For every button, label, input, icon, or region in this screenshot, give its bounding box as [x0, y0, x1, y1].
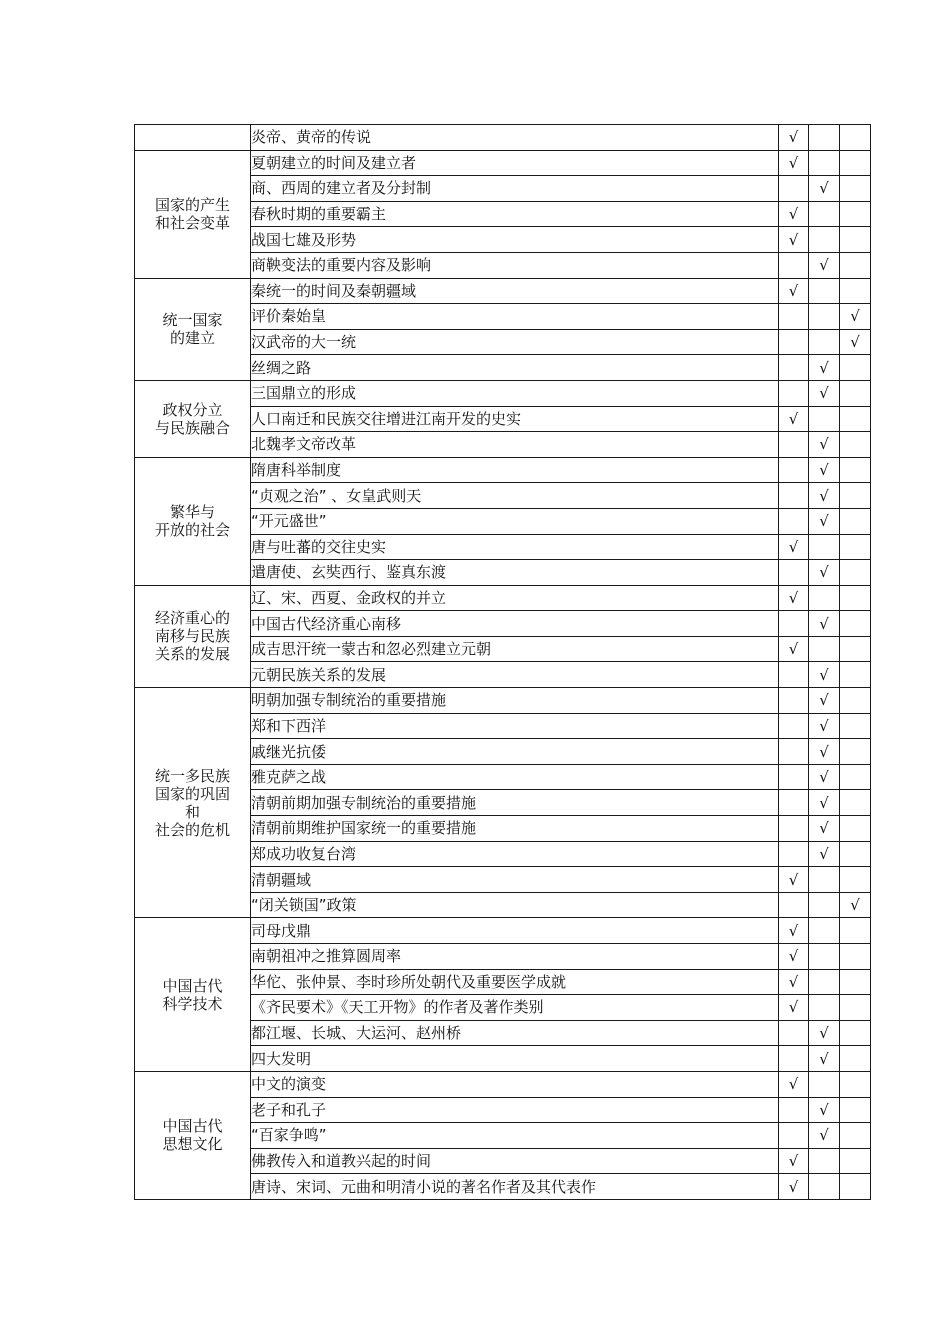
level-3-cell — [840, 125, 871, 151]
topic-cell: 郑成功收复台湾 — [251, 841, 779, 867]
table-row — [135, 150, 871, 176]
level-2-cell — [809, 1097, 840, 1123]
check-mark: √ — [788, 537, 799, 556]
unit-name-line: 关系的发展 — [154, 645, 230, 664]
table-row — [135, 457, 871, 483]
topic-cell: 明朝加强专制统治的重要措施 — [251, 688, 779, 714]
check-mark: √ — [788, 205, 799, 224]
level-3-cell — [840, 406, 871, 432]
check-mark: √ — [819, 1100, 829, 1119]
level-3-cell — [840, 713, 871, 739]
level-1-cell — [779, 611, 809, 637]
check-mark: √ — [819, 358, 829, 377]
unit-name-cell — [135, 918, 251, 1072]
topic-cell: 元朝民族关系的发展 — [251, 662, 779, 688]
level-3-cell — [840, 1046, 871, 1072]
level-1-cell — [779, 1046, 809, 1072]
topic-cell: 评价秦始皇 — [251, 304, 779, 330]
level-1-cell — [779, 969, 809, 995]
level-2-cell — [809, 278, 840, 304]
check-mark: √ — [819, 512, 829, 531]
level-2-cell — [809, 227, 840, 253]
level-3-cell — [840, 252, 871, 278]
level-1-cell — [779, 432, 809, 458]
level-2-cell — [809, 150, 840, 176]
level-2-cell — [809, 201, 840, 227]
level-2-cell — [809, 457, 840, 483]
level-2-cell — [809, 355, 840, 381]
topic-cell: 清朝前期维护国家统一的重要措施 — [251, 816, 779, 842]
topic-cell: 唐诗、宋词、元曲和明清小说的著名作者及其代表作 — [251, 1174, 779, 1200]
topic-cell: 隋唐科举制度 — [251, 457, 779, 483]
level-1-cell — [779, 995, 809, 1021]
check-mark: √ — [819, 486, 829, 505]
topic-cell: 辽、宋、西夏、金政权的并立 — [251, 585, 779, 611]
level-3-cell — [840, 355, 871, 381]
level-2-cell — [809, 483, 840, 509]
level-3-cell — [840, 636, 871, 662]
level-2-cell — [809, 508, 840, 534]
level-2-cell — [809, 892, 840, 918]
check-mark: √ — [788, 947, 799, 966]
level-3-cell — [840, 739, 871, 765]
level-2-cell — [809, 406, 840, 432]
level-2-cell — [809, 688, 840, 714]
level-2-cell — [809, 995, 840, 1021]
level-3-cell — [840, 1097, 871, 1123]
unit-name-cell — [135, 125, 251, 151]
topic-cell: 夏朝建立的时间及建立者 — [251, 150, 779, 176]
level-2-cell — [809, 1148, 840, 1174]
level-3-cell — [840, 304, 871, 330]
level-1-cell — [779, 125, 809, 151]
level-3-cell — [840, 534, 871, 560]
level-3-cell — [840, 201, 871, 227]
topic-cell: 秦统一的时间及秦朝疆域 — [251, 278, 779, 304]
check-mark: √ — [788, 998, 799, 1017]
unit-name-line: 和社会变革 — [154, 214, 230, 233]
unit-name-line: 政权分立 — [162, 400, 223, 419]
level-2-cell — [809, 790, 840, 816]
level-2-cell — [809, 662, 840, 688]
check-mark: √ — [788, 870, 799, 889]
table-row — [135, 1071, 871, 1097]
topic-cell: 遣唐使、玄奘西行、鉴真东渡 — [251, 560, 779, 586]
level-2-cell — [809, 329, 840, 355]
topic-cell: 汉武帝的大一统 — [251, 329, 779, 355]
level-2-cell — [809, 867, 840, 893]
level-2-cell — [809, 636, 840, 662]
level-2-cell — [809, 252, 840, 278]
check-mark: √ — [788, 409, 799, 428]
topic-cell: 成吉思汗统一蒙古和忽必烈建立元朝 — [251, 636, 779, 662]
level-1-cell — [779, 739, 809, 765]
check-mark: √ — [788, 921, 799, 940]
level-3-cell — [840, 227, 871, 253]
level-1-cell — [779, 944, 809, 970]
level-3-cell — [840, 1148, 871, 1174]
level-3-cell — [840, 560, 871, 586]
topic-cell: 南朝祖冲之推算圆周率 — [251, 944, 779, 970]
level-2-cell — [809, 560, 840, 586]
level-3-cell — [840, 816, 871, 842]
check-mark: √ — [788, 972, 799, 991]
topic-cell: 人口南迁和民族交往增进江南开发的史实 — [251, 406, 779, 432]
level-3-cell — [840, 483, 871, 509]
level-2-cell — [809, 816, 840, 842]
check-mark: √ — [850, 333, 860, 352]
level-1-cell — [779, 816, 809, 842]
level-1-cell — [779, 483, 809, 509]
unit-name-cell — [135, 278, 251, 380]
level-1-cell — [779, 176, 809, 202]
topic-cell: 商、西周的建立者及分封制 — [251, 176, 779, 202]
level-3-cell — [840, 432, 871, 458]
table-row — [135, 380, 871, 406]
check-mark: √ — [788, 153, 799, 172]
topic-cell: “百家争鸣” — [251, 1123, 779, 1149]
check-mark: √ — [819, 563, 829, 582]
level-3-cell — [840, 380, 871, 406]
topic-cell: 清朝前期加强专制统治的重要措施 — [251, 790, 779, 816]
level-2-cell — [809, 713, 840, 739]
topic-cell: 炎帝、黄帝的传说 — [251, 125, 779, 151]
unit-name-line: 统一国家 — [162, 311, 223, 330]
unit-name-cell — [135, 1071, 251, 1199]
check-mark: √ — [788, 128, 799, 147]
level-3-cell — [840, 764, 871, 790]
check-mark: √ — [788, 281, 799, 300]
level-1-cell — [779, 380, 809, 406]
level-1-cell — [779, 713, 809, 739]
check-mark: √ — [819, 1049, 829, 1068]
unit-name-line: 中国古代 — [162, 1117, 223, 1136]
unit-name-line: 科学技术 — [162, 994, 223, 1013]
level-1-cell — [779, 1097, 809, 1123]
level-2-cell — [809, 969, 840, 995]
level-2-cell — [809, 125, 840, 151]
topic-cell: “闭关锁国”政策 — [251, 892, 779, 918]
level-3-cell — [840, 688, 871, 714]
level-2-cell — [809, 764, 840, 790]
unit-name-line: 统一多民族 — [154, 766, 230, 785]
topic-cell: 战国七雄及形势 — [251, 227, 779, 253]
level-3-cell — [840, 790, 871, 816]
unit-name-line: 开放的社会 — [154, 521, 230, 540]
check-mark: √ — [819, 435, 829, 454]
topic-cell: 三国鼎立的形成 — [251, 380, 779, 406]
check-mark: √ — [850, 307, 860, 326]
level-1-cell — [779, 355, 809, 381]
level-3-cell — [840, 892, 871, 918]
unit-name-line: 中国古代 — [162, 976, 223, 995]
unit-name-line: 思想文化 — [162, 1135, 223, 1154]
unit-name-line: 社会的危机 — [154, 820, 230, 839]
level-2-cell — [809, 534, 840, 560]
topic-cell: 中文的演变 — [251, 1071, 779, 1097]
level-1-cell — [779, 892, 809, 918]
check-mark: √ — [788, 1152, 799, 1171]
level-1-cell — [779, 252, 809, 278]
table-row — [135, 585, 871, 611]
unit-name-cell — [135, 585, 251, 687]
unit-name-line: 经济重心的 — [154, 609, 230, 628]
level-3-cell — [840, 329, 871, 355]
level-3-cell — [840, 841, 871, 867]
level-1-cell — [779, 201, 809, 227]
level-1-cell — [779, 662, 809, 688]
check-mark: √ — [819, 793, 829, 812]
level-3-cell — [840, 969, 871, 995]
level-1-cell — [779, 457, 809, 483]
topic-cell: 北魏孝文帝改革 — [251, 432, 779, 458]
topic-cell: 丝绸之路 — [251, 355, 779, 381]
unit-name-cell — [135, 688, 251, 918]
level-3-cell — [840, 1123, 871, 1149]
level-2-cell — [809, 611, 840, 637]
level-3-cell — [840, 944, 871, 970]
level-1-cell — [779, 508, 809, 534]
level-2-cell — [809, 1123, 840, 1149]
unit-name-line: 国家的巩固 — [154, 784, 230, 803]
check-mark: √ — [819, 179, 829, 198]
level-3-cell — [840, 150, 871, 176]
unit-name-line: 的建立 — [169, 329, 215, 348]
level-2-cell — [809, 1046, 840, 1072]
level-3-cell — [840, 918, 871, 944]
level-2-cell — [809, 176, 840, 202]
level-3-cell — [840, 1071, 871, 1097]
topic-cell: 郑和下西洋 — [251, 713, 779, 739]
level-3-cell — [840, 585, 871, 611]
level-2-cell — [809, 380, 840, 406]
check-mark: √ — [819, 716, 829, 735]
level-3-cell — [840, 278, 871, 304]
topic-cell: 中国古代经济重心南移 — [251, 611, 779, 637]
topic-cell: 唐与吐蕃的交往史实 — [251, 534, 779, 560]
level-1-cell — [779, 304, 809, 330]
check-mark: √ — [819, 768, 829, 787]
check-mark: √ — [850, 896, 860, 915]
topic-cell: 老子和孔子 — [251, 1097, 779, 1123]
check-mark: √ — [819, 1024, 829, 1043]
level-2-cell — [809, 432, 840, 458]
level-1-cell — [779, 227, 809, 253]
level-2-cell — [809, 739, 840, 765]
check-mark: √ — [819, 742, 829, 761]
level-3-cell — [840, 1174, 871, 1200]
check-mark: √ — [819, 1126, 829, 1145]
level-3-cell — [840, 867, 871, 893]
check-mark: √ — [788, 1177, 799, 1196]
level-1-cell — [779, 534, 809, 560]
level-1-cell — [779, 918, 809, 944]
level-3-cell — [840, 995, 871, 1021]
knowledge-outline-table — [134, 124, 871, 1200]
check-mark: √ — [788, 640, 799, 659]
unit-name-line: 国家的产生 — [154, 196, 230, 215]
table-row — [135, 918, 871, 944]
topic-cell: 佛教传入和道教兴起的时间 — [251, 1148, 779, 1174]
topic-cell: 春秋时期的重要霸主 — [251, 201, 779, 227]
level-1-cell — [779, 1123, 809, 1149]
check-mark: √ — [819, 819, 829, 838]
level-1-cell — [779, 1148, 809, 1174]
table-row — [135, 278, 871, 304]
outline-table-body — [135, 125, 871, 1200]
level-1-cell — [779, 585, 809, 611]
level-3-cell — [840, 176, 871, 202]
level-1-cell — [779, 278, 809, 304]
level-2-cell — [809, 585, 840, 611]
unit-name-line: 南移与民族 — [154, 627, 230, 646]
topic-cell: 司母戊鼎 — [251, 918, 779, 944]
level-2-cell — [809, 1020, 840, 1046]
check-mark: √ — [819, 256, 829, 275]
level-2-cell — [809, 841, 840, 867]
level-1-cell — [779, 560, 809, 586]
level-1-cell — [779, 406, 809, 432]
topic-cell: 戚继光抗倭 — [251, 739, 779, 765]
level-1-cell — [779, 764, 809, 790]
unit-name-cell — [135, 457, 251, 585]
topic-cell: 华佗、张仲景、李时珍所处朝代及重要医学成就 — [251, 969, 779, 995]
unit-name-line: 繁华与 — [169, 503, 215, 522]
level-1-cell — [779, 636, 809, 662]
level-1-cell — [779, 688, 809, 714]
topic-cell: “贞观之治” 、女皇武则天 — [251, 483, 779, 509]
topic-cell: 四大发明 — [251, 1046, 779, 1072]
check-mark: √ — [819, 614, 829, 633]
level-1-cell — [779, 1071, 809, 1097]
level-2-cell — [809, 918, 840, 944]
check-mark: √ — [819, 665, 829, 684]
level-1-cell — [779, 150, 809, 176]
level-3-cell — [840, 1020, 871, 1046]
unit-name-line: 和 — [184, 802, 200, 821]
level-1-cell — [779, 1020, 809, 1046]
level-1-cell — [779, 329, 809, 355]
unit-name-cell — [135, 380, 251, 457]
check-mark: √ — [788, 230, 799, 249]
level-3-cell — [840, 508, 871, 534]
level-1-cell — [779, 790, 809, 816]
check-mark: √ — [819, 384, 829, 403]
topic-cell: 清朝疆域 — [251, 867, 779, 893]
check-mark: √ — [788, 1075, 799, 1094]
topic-cell: 都江堰、长城、大运河、赵州桥 — [251, 1020, 779, 1046]
unit-name-cell — [135, 150, 251, 278]
unit-name-line: 与民族融合 — [154, 418, 230, 437]
level-2-cell — [809, 944, 840, 970]
check-mark: √ — [819, 691, 829, 710]
check-mark: √ — [788, 588, 799, 607]
level-3-cell — [840, 457, 871, 483]
check-mark: √ — [819, 461, 829, 480]
level-3-cell — [840, 662, 871, 688]
table-row — [135, 688, 871, 714]
level-1-cell — [779, 867, 809, 893]
level-2-cell — [809, 304, 840, 330]
level-1-cell — [779, 1174, 809, 1200]
table-row — [135, 125, 871, 151]
topic-cell: 《齐民要术》《天工开物》的作者及著作类别 — [251, 995, 779, 1021]
topic-cell: 商鞅变法的重要内容及影响 — [251, 252, 779, 278]
level-3-cell — [840, 611, 871, 637]
level-2-cell — [809, 1174, 840, 1200]
level-1-cell — [779, 841, 809, 867]
topic-cell: 雅克萨之战 — [251, 764, 779, 790]
check-mark: √ — [819, 844, 829, 863]
level-2-cell — [809, 1071, 840, 1097]
topic-cell: “开元盛世” — [251, 508, 779, 534]
